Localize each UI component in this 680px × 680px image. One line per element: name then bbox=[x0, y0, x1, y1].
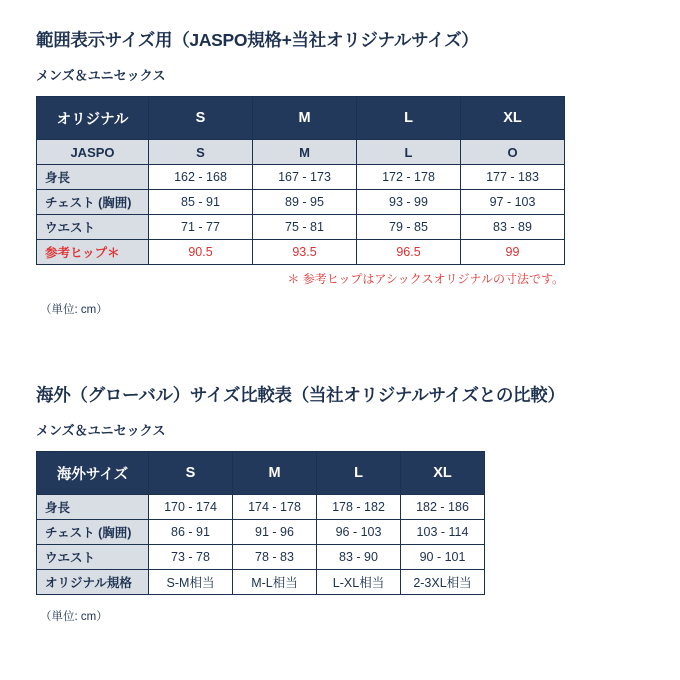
header-global-size-xl: XL bbox=[401, 452, 485, 495]
cell-hip-l: 96.5 bbox=[357, 240, 461, 265]
cell-hip-s: 90.5 bbox=[149, 240, 253, 265]
header-size-xl: XL bbox=[461, 97, 565, 140]
row-label-chest: チェスト (胸囲) bbox=[37, 190, 149, 215]
row-label-height: 身長 bbox=[37, 165, 149, 190]
header-global-size-s: S bbox=[149, 452, 233, 495]
domestic-size-table bbox=[36, 96, 565, 265]
header-size-s: S bbox=[149, 97, 253, 140]
cell-waist-s: 71 - 77 bbox=[149, 215, 253, 240]
cell-chest-xl: 97 - 103 bbox=[461, 190, 565, 215]
cell-waist-l: 79 - 85 bbox=[357, 215, 461, 240]
jaspo-size-m: M bbox=[253, 140, 357, 165]
section-global-sizes bbox=[36, 385, 644, 624]
row-label-hip: 参考ヒップ＊ bbox=[37, 240, 149, 265]
global-size-table bbox=[36, 451, 485, 595]
cell-chest-s: 85 - 91 bbox=[149, 190, 253, 215]
row-label-waist: ウエスト bbox=[37, 545, 149, 570]
cell-height-m: 167 - 173 bbox=[253, 165, 357, 190]
cell-g-chest-xl: 103 - 114 bbox=[401, 520, 485, 545]
cell-g-waist-l: 83 - 90 bbox=[317, 545, 401, 570]
unit-note-1: （単位: cm） bbox=[40, 304, 108, 316]
row-label-waist: ウエスト bbox=[37, 215, 149, 240]
row-label-original-standard: オリジナル規格 bbox=[37, 570, 149, 595]
cell-chest-m: 89 - 95 bbox=[253, 190, 357, 215]
section-1-subheading: メンズ＆ユニセックス bbox=[36, 68, 166, 83]
table-row-jaspo bbox=[37, 140, 565, 165]
row-label-height: 身長 bbox=[37, 495, 149, 520]
cell-height-s: 162 - 168 bbox=[149, 165, 253, 190]
cell-hip-m: 93.5 bbox=[253, 240, 357, 265]
jaspo-size-o: O bbox=[461, 140, 565, 165]
table-row bbox=[37, 545, 485, 570]
jaspo-size-s: S bbox=[149, 140, 253, 165]
table-header-row bbox=[37, 452, 485, 495]
header-size-m: M bbox=[253, 97, 357, 140]
cell-height-xl: 177 - 183 bbox=[461, 165, 565, 190]
cell-g-waist-m: 78 - 83 bbox=[233, 545, 317, 570]
unit-note-2: （単位: cm） bbox=[40, 611, 108, 623]
table-row bbox=[37, 215, 565, 240]
cell-g-height-xl: 182 - 186 bbox=[401, 495, 485, 520]
header-global-size-l: L bbox=[317, 452, 401, 495]
cell-g-std-m: M-L相当 bbox=[233, 570, 317, 595]
header-original-label: オリジナル bbox=[37, 97, 149, 140]
cell-g-waist-s: 73 - 78 bbox=[149, 545, 233, 570]
cell-height-l: 172 - 178 bbox=[357, 165, 461, 190]
header-global-size-m: M bbox=[233, 452, 317, 495]
table-header-row bbox=[37, 97, 565, 140]
cell-g-std-l: L-XL相当 bbox=[317, 570, 401, 595]
table-row bbox=[37, 190, 565, 215]
table-row bbox=[37, 165, 565, 190]
cell-g-std-xl: 2-3XL相当 bbox=[401, 570, 485, 595]
table-row-hip bbox=[37, 240, 565, 265]
header-size-l: L bbox=[357, 97, 461, 140]
cell-g-height-s: 170 - 174 bbox=[149, 495, 233, 520]
header-global-label: 海外サイズ bbox=[37, 452, 149, 495]
cell-g-chest-s: 86 - 91 bbox=[149, 520, 233, 545]
cell-g-std-s: S-M相当 bbox=[149, 570, 233, 595]
table-row bbox=[37, 495, 485, 520]
table-row bbox=[37, 570, 485, 595]
cell-g-waist-xl: 90 - 101 bbox=[401, 545, 485, 570]
cell-g-chest-m: 91 - 96 bbox=[233, 520, 317, 545]
cell-chest-l: 93 - 99 bbox=[357, 190, 461, 215]
section-1-heading: 範囲表示サイズ用（JASPO規格+当社オリジナルサイズ） bbox=[36, 30, 479, 50]
jaspo-size-l: L bbox=[357, 140, 461, 165]
cell-hip-xl: 99 bbox=[461, 240, 565, 265]
cell-g-height-m: 174 - 178 bbox=[233, 495, 317, 520]
section-domestic-sizes bbox=[36, 30, 644, 317]
cell-waist-xl: 83 - 89 bbox=[461, 215, 565, 240]
row-label-chest: チェスト (胸囲) bbox=[37, 520, 149, 545]
section-2-heading: 海外（グローバル）サイズ比較表（当社オリジナルサイズとの比較） bbox=[36, 385, 565, 405]
cell-g-chest-l: 96 - 103 bbox=[317, 520, 401, 545]
jaspo-label: JASPO bbox=[37, 140, 149, 165]
table-row bbox=[37, 520, 485, 545]
cell-waist-m: 75 - 81 bbox=[253, 215, 357, 240]
section-2-subheading: メンズ＆ユニセックス bbox=[36, 423, 166, 438]
hip-footnote: ＊ 参考ヒップはアシックスオリジナルの寸法です。 bbox=[287, 272, 564, 286]
cell-g-height-l: 178 - 182 bbox=[317, 495, 401, 520]
